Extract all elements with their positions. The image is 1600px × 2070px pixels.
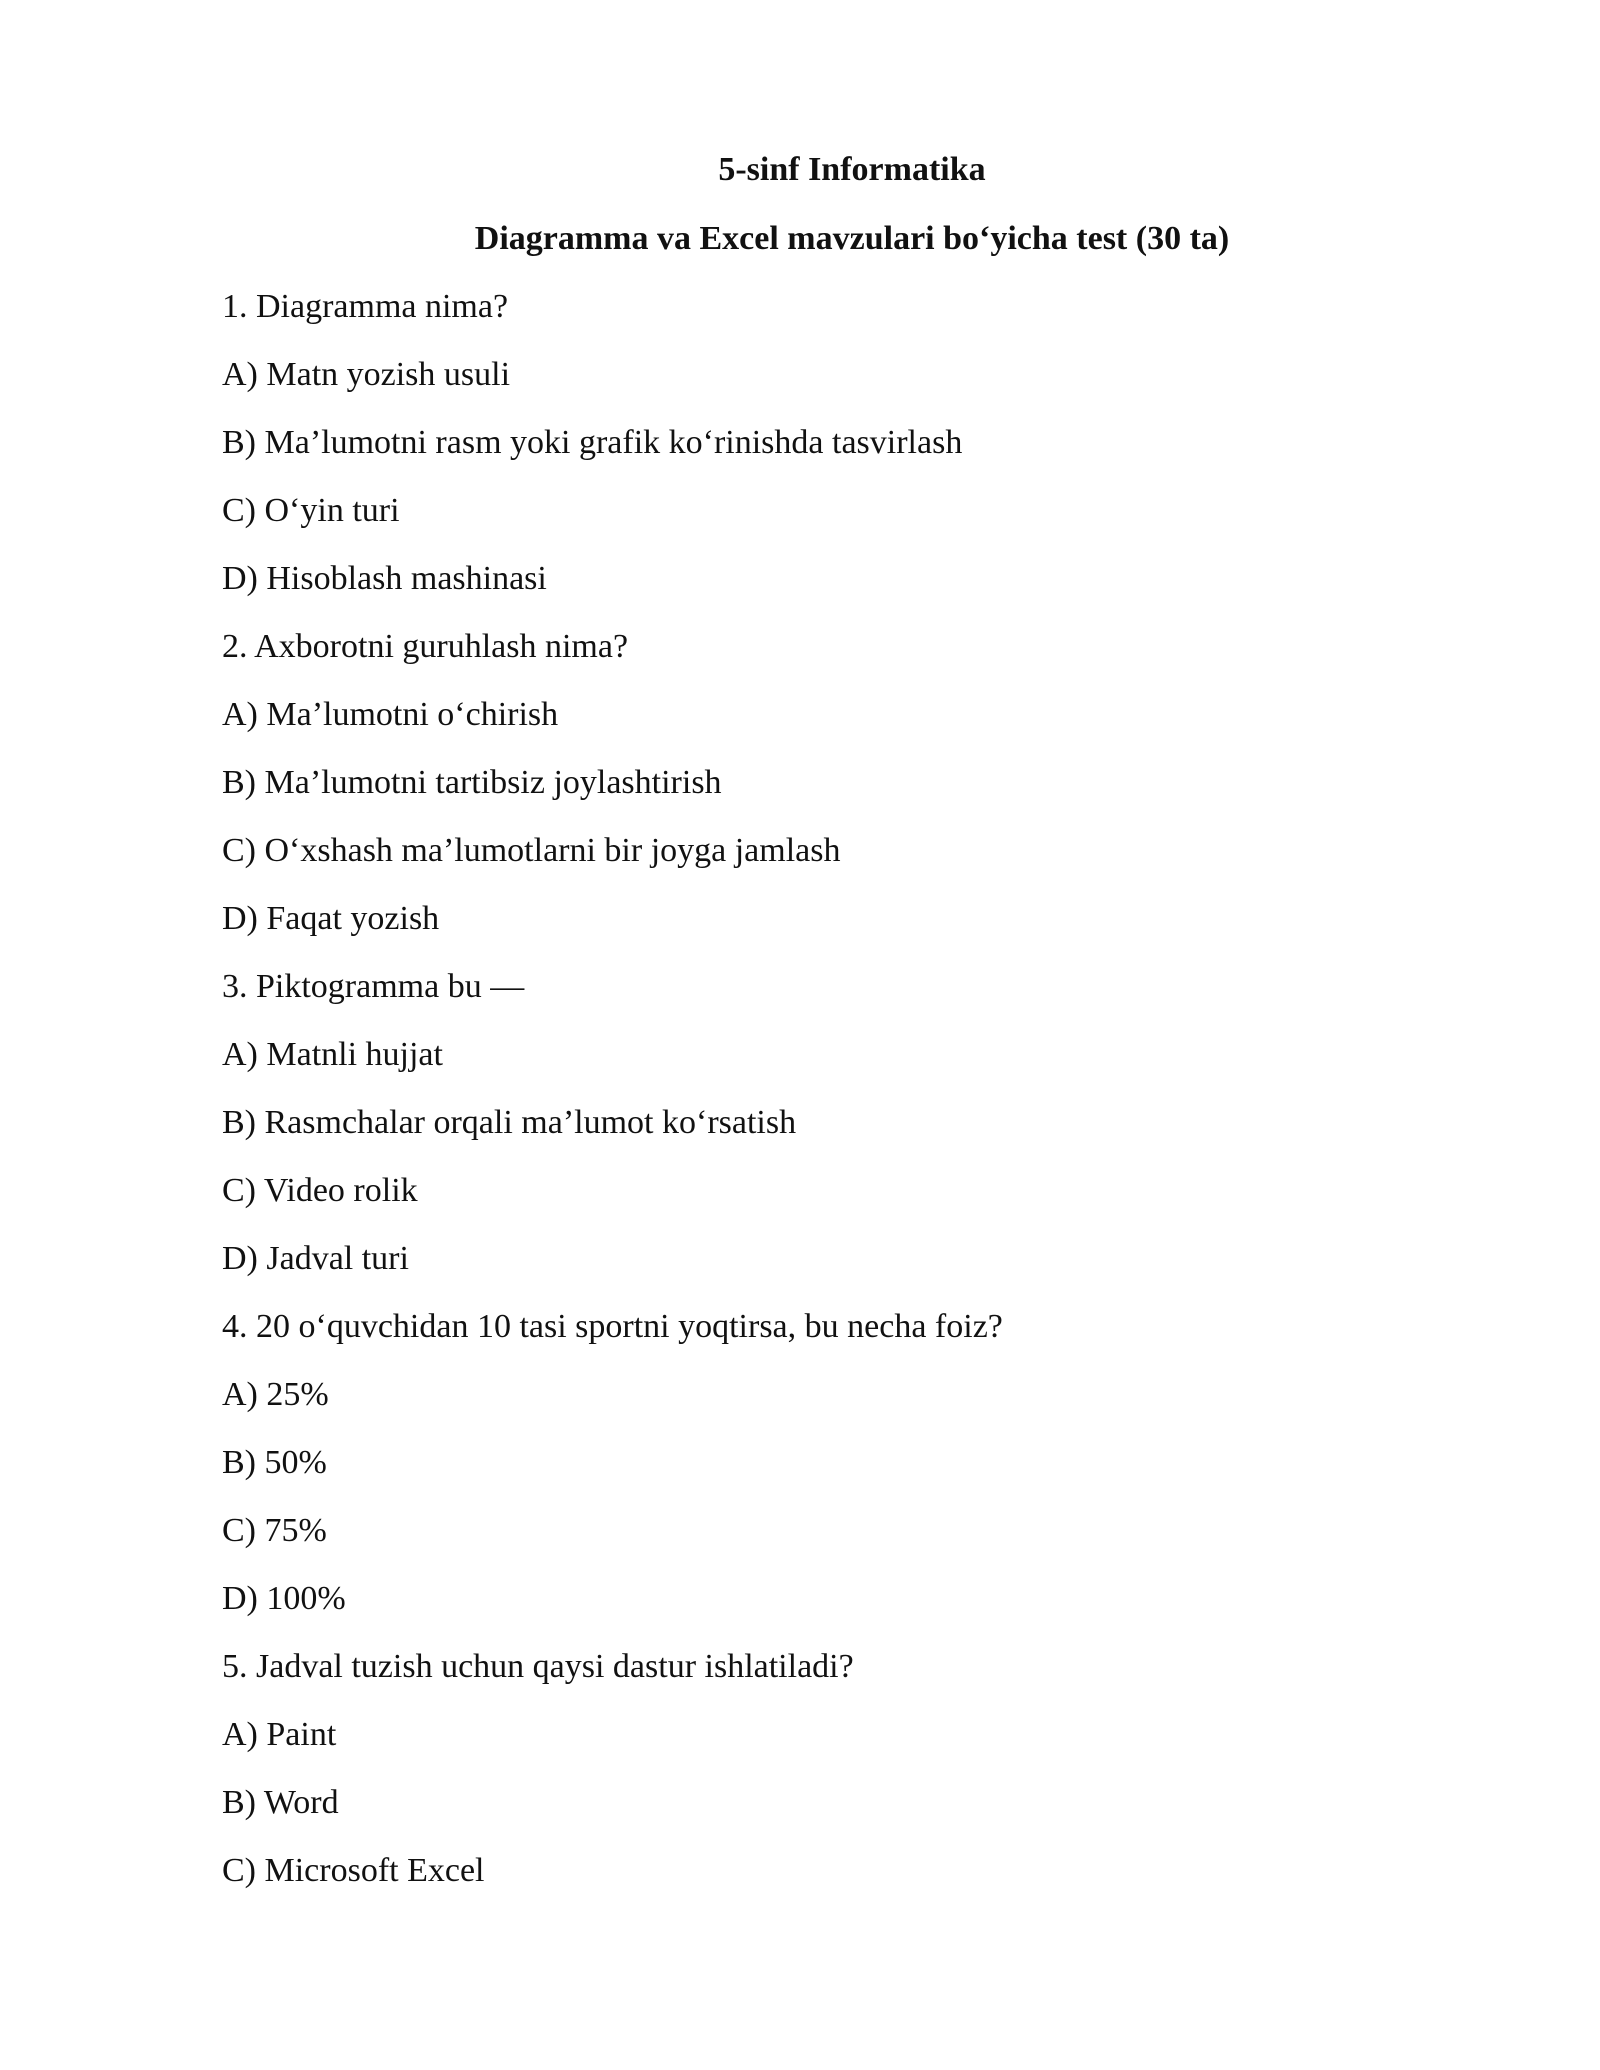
answer-option: B) Ma’lumotni rasm yoki grafik ko‘rinishda tasvirlash (222, 424, 963, 461)
answer-option: C) 75% (222, 1512, 327, 1549)
answer-option: A) Ma’lumotni o‘chirish (222, 696, 559, 733)
question-list (222, 287, 1422, 1919)
answer-option: A) Paint (222, 1716, 337, 1753)
question-text: 2. Axborotni guruhlash nima? (222, 628, 629, 665)
answer-option: A) Matn yozish usuli (222, 356, 511, 393)
answer-option: C) Video rolik (222, 1172, 418, 1209)
answer-option: B) 50% (222, 1444, 327, 1481)
document-subtitle: Diagramma va Excel mavzulari bo‘yicha test (30 ta) (474, 220, 1230, 257)
answer-option: A) 25% (222, 1376, 329, 1413)
question-text: 5. Jadval tuzish uchun qaysi dastur ishlatiladi? (222, 1648, 854, 1685)
question-text: 3. Piktogramma bu — (222, 968, 525, 1005)
answer-option: C) Microsoft Excel (222, 1852, 485, 1889)
answer-option: D) Faqat yozish (222, 900, 440, 937)
answer-option: D) Jadval turi (222, 1240, 409, 1277)
question-text: 1. Diagramma nima? (222, 288, 509, 325)
question-text: 4. 20 o‘quvchidan 10 tasi sportni yoqtirsa, bu necha foiz? (222, 1308, 1003, 1345)
answer-option: B) Word (222, 1784, 339, 1821)
answer-option: B) Ma’lumotni tartibsiz joylashtirish (222, 764, 722, 801)
answer-option: C) O‘xshash ma’lumotlarni bir joyga jamlash (222, 832, 841, 869)
answer-option: D) Hisoblash mashinasi (222, 560, 547, 597)
answer-option: C) O‘yin turi (222, 492, 400, 529)
answer-option: D) 100% (222, 1580, 346, 1617)
answer-option: A) Matnli hujjat (222, 1036, 443, 1073)
document-title: 5-sinf Informatika (718, 151, 986, 188)
answer-option: B) Rasmchalar orqali ma’lumot ko‘rsatish (222, 1104, 797, 1141)
